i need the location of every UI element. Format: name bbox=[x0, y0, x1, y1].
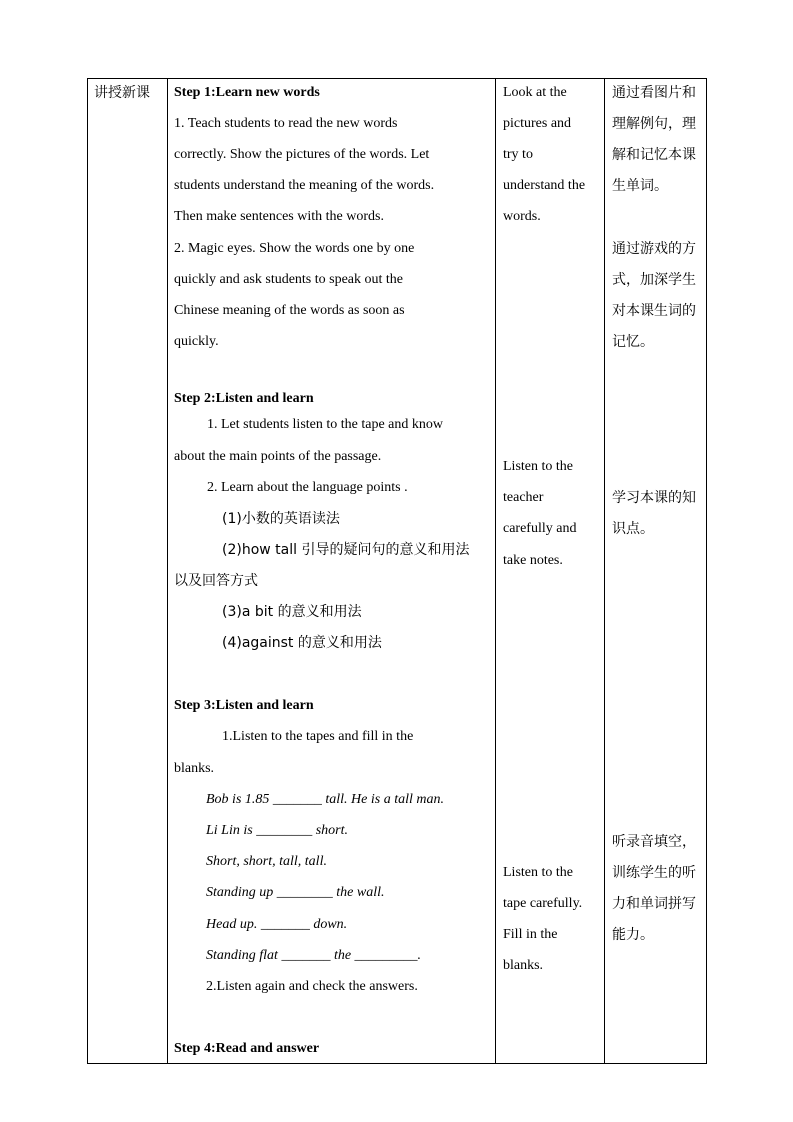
step1-p2-line: 2. Magic eyes. Show the words one by one bbox=[174, 241, 415, 256]
fill-blank-line: Short, short, tall, tall. bbox=[206, 854, 327, 869]
intent-line: 生单词。 bbox=[612, 178, 668, 194]
fill-blank-line: Head up. _______ down. bbox=[206, 917, 348, 932]
step3-check: 2.Listen again and check the answers. bbox=[206, 979, 418, 994]
intent-line: 力和单词拼写 bbox=[612, 896, 696, 912]
intent-line: 通过看图片和 bbox=[612, 85, 696, 101]
intent-line: 对本课生词的 bbox=[612, 303, 696, 319]
activity-line: Listen to the bbox=[503, 459, 573, 474]
step4-title: Step 4:Read and answer bbox=[174, 1041, 320, 1056]
activity-line: Listen to the bbox=[503, 865, 573, 880]
step1-title: Step 1:Learn new words bbox=[174, 85, 320, 100]
step3-intro-cont: blanks. bbox=[174, 761, 215, 776]
language-point: (1)小数的英语读法 bbox=[222, 511, 340, 527]
step1-p1-line: Then make sentences with the words. bbox=[174, 209, 384, 224]
intent-line: 理解例句，理 bbox=[612, 116, 696, 132]
stage-label: 讲授新课 bbox=[94, 85, 150, 101]
language-point: (4)against 的意义和用法 bbox=[222, 635, 382, 651]
column-divider bbox=[167, 79, 168, 1063]
activity-line: pictures and bbox=[503, 116, 572, 131]
step2-item1: 1. Let students listen to the tape and know bbox=[207, 417, 444, 432]
step1-p2-line: Chinese meaning of the words as soon as bbox=[174, 303, 405, 318]
activity-line: take notes. bbox=[503, 553, 563, 568]
activity-line: Fill in the bbox=[503, 927, 558, 942]
fill-blank-line: Li Lin is ________ short. bbox=[206, 823, 348, 838]
intent-line: 式，加深学生 bbox=[612, 272, 696, 288]
step1-p2-line: quickly and ask students to speak out the bbox=[174, 272, 404, 287]
step1-p1-line: correctly. Show the pictures of the words. Let bbox=[174, 147, 430, 162]
intent-line: 听录音填空， bbox=[612, 834, 696, 850]
fill-blank-line: Standing flat _______ the _________. bbox=[206, 948, 422, 963]
language-point: 以及回答方式 bbox=[174, 573, 258, 589]
step1-p1-line: students understand the meaning of the words. bbox=[174, 178, 435, 193]
activity-line: carefully and bbox=[503, 521, 577, 536]
step2-item2: 2. Learn about the language points . bbox=[207, 480, 408, 495]
intent-line: 学习本课的知 bbox=[612, 490, 696, 506]
step3-title: Step 3:Listen and learn bbox=[174, 698, 314, 713]
step1-p1-line: 1. Teach students to read the new words bbox=[174, 116, 398, 131]
activity-line: Look at the bbox=[503, 85, 567, 100]
step2-title: Step 2:Listen and learn bbox=[174, 391, 314, 406]
fill-blank-line: Bob is 1.85 _______ tall. He is a tall man. bbox=[206, 792, 444, 807]
activity-line: understand the bbox=[503, 178, 586, 193]
intent-line: 通过游戏的方 bbox=[612, 241, 696, 257]
activity-line: teacher bbox=[503, 490, 544, 505]
language-point: (3)a bit 的意义和用法 bbox=[222, 604, 362, 620]
column-divider bbox=[495, 79, 496, 1063]
intent-line: 识点。 bbox=[612, 521, 654, 537]
activity-line: words. bbox=[503, 209, 541, 224]
step2-item1-cont: about the main points of the passage. bbox=[174, 449, 382, 464]
column-divider bbox=[604, 79, 605, 1063]
intent-line: 能力。 bbox=[612, 927, 654, 943]
intent-line: 记忆。 bbox=[612, 334, 654, 350]
intent-line: 解和记忆本课 bbox=[612, 147, 696, 163]
step3-intro: 1.Listen to the tapes and fill in the bbox=[222, 729, 414, 744]
activity-line: blanks. bbox=[503, 958, 544, 973]
language-point: (2)how tall 引导的疑问句的意义和用法 bbox=[222, 542, 470, 558]
fill-blank-line: Standing up ________ the wall. bbox=[206, 885, 385, 900]
activity-line: try to bbox=[503, 147, 533, 162]
step1-p2-line: quickly. bbox=[174, 334, 219, 349]
intent-line: 训练学生的听 bbox=[612, 865, 696, 881]
activity-line: tape carefully. bbox=[503, 896, 583, 911]
